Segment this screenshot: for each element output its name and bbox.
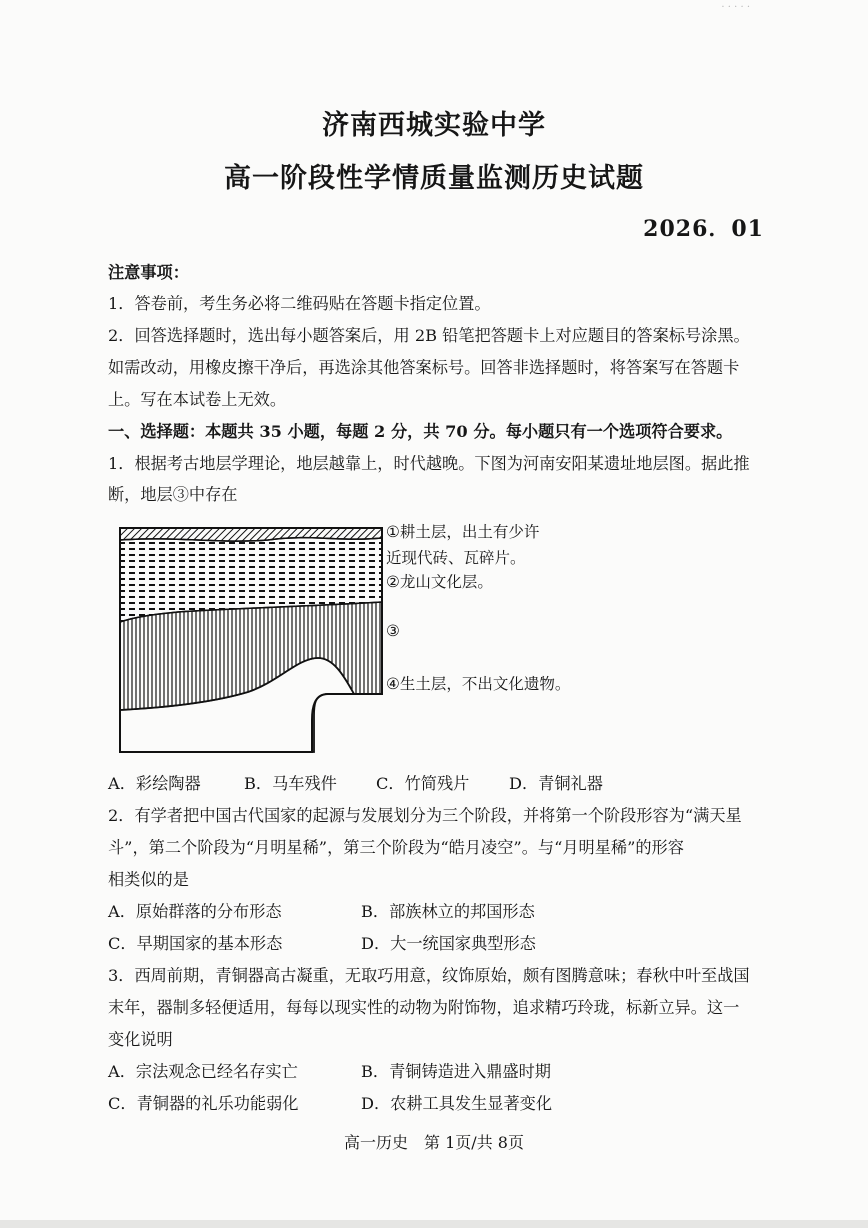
option-c: C．早期国家的基本形态 <box>108 934 283 953</box>
school-name: 济南西城实验中学 <box>322 110 546 141</box>
layer-label-1-cont: 近现代砖、瓦碎片。 <box>386 549 526 567</box>
layer-label-1: ①耕土层，出土有少许 <box>386 523 540 541</box>
layer-label-2: ②龙山文化层。 <box>386 573 493 591</box>
question-stem: 断，地层③中存在 <box>108 485 238 504</box>
question-stem: 末年，器制多轻便适用，每每以现实性的动物为附饰物，追求精巧玲珑，标新立异。这一 <box>108 998 740 1017</box>
option-d: D．大一统国家典型形态 <box>361 934 536 953</box>
corner-scan-mark: · · · · · <box>721 2 750 13</box>
note-item: 1．答卷前，考生务必将二维码贴在答题卡指定位置。 <box>108 294 491 313</box>
option-c: C．青铜器的礼乐功能弱化 <box>108 1094 299 1113</box>
option-b: B．部族林立的邦国形态 <box>361 902 535 921</box>
page-footer: 高一历史 第 1页/共 8页 <box>344 1133 524 1152</box>
option-c: C．竹简残片 <box>376 774 470 793</box>
option-b: B．马车残件 <box>244 774 337 793</box>
section-heading: 一、选择题：本题共 35 小题，每题 2 分，共 70 分。每小题只有一个选项符合要求。 <box>108 422 733 441</box>
note-item: 如需改动，用橡皮擦干净后，再选涂其他答案标号。回答非选择题时，将答案写在答题卡 <box>108 358 740 377</box>
question-stem: 3．西周前期，青铜器高古凝重，无取巧用意，纹饰原始，颇有图腾意味；春秋中叶至战国 <box>108 966 750 985</box>
layer-label-3: ③ <box>386 622 400 640</box>
exam-date: 2026．01 <box>643 216 764 242</box>
stratigraphy-figure <box>118 516 384 756</box>
question-stem: 2．有学者把中国古代国家的起源与发展划分为三个阶段，并将第一个阶段形容为“满天星 <box>108 806 742 825</box>
option-a: A．彩绘陶器 <box>108 774 201 793</box>
notes-heading: 注意事项： <box>108 263 189 282</box>
option-a: A．宗法观念已经名存实亡 <box>108 1062 298 1081</box>
question-stem: 1．根据考古地层学理论，地层越靠上，时代越晚。下图为河南安阳某遗址地层图。据此推 <box>108 454 750 473</box>
option-d: D．青铜礼器 <box>509 774 603 793</box>
option-d: D．农耕工具发生显著变化 <box>361 1094 553 1113</box>
layer-label-4: ④生土层，不出文化遗物。 <box>386 675 571 693</box>
note-item: 上。写在本试卷上无效。 <box>108 390 287 409</box>
question-stem: 变化说明 <box>108 1030 173 1049</box>
stratigraphy-diagram <box>118 516 571 760</box>
scan-edge <box>0 1220 868 1228</box>
question-stem: 相类似的是 <box>108 870 189 889</box>
option-b: B．青铜铸造进入鼎盛时期 <box>361 1062 551 1081</box>
note-item: 2．回答选择题时，选出每小题答案后，用 2B 铅笔把答题卡上对应题目的答案标号涂黑。 <box>108 326 750 345</box>
option-a: A．原始群落的分布形态 <box>108 902 282 921</box>
exam-title: 高一阶段性学情质量监测历史试题 <box>224 163 644 194</box>
question-stem: 斗”，第二个阶段为“月明星稀”，第三个阶段为“皓月凌空”。与“月明星稀”的形容 <box>108 838 684 857</box>
